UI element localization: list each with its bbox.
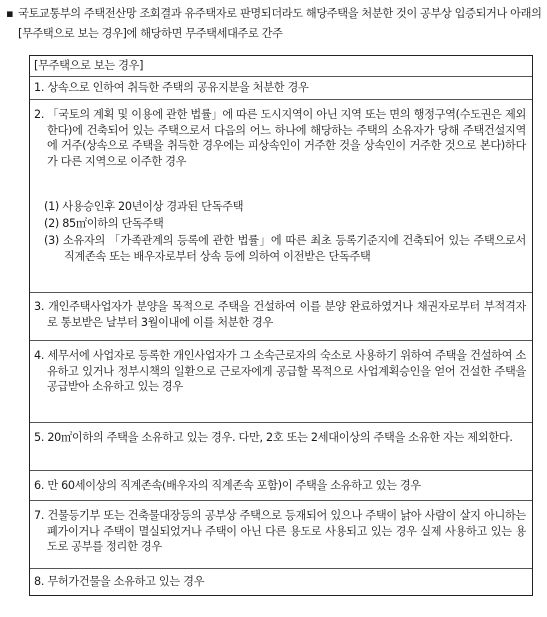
item-3: 3. 개인주택사업자가 분양을 목적으로 주택을 건설하여 이를 분양 완료하였거나 채권자로부터 부적격자로 통보받은 날부터 3월이내에 이를 처분한 경우	[34, 300, 526, 329]
item-2-sub-2: (2) 85㎡이하의 단독주택	[44, 217, 164, 230]
item-5: 5. 20㎡이하의 주택을 소유하고 있는 경우. 다만, 2호 또는 2세대이상의 주택을 소유한 자는 제외한다.	[34, 431, 513, 444]
divider	[30, 422, 532, 423]
divider	[30, 470, 532, 471]
item-4: 4. 세무서에 사업자로 등록한 개인사업자가 그 소속근로자의 숙소로 사용하기 위하여 주택을 건설하여 소유하고 있거나 정부시책의 일환으로 근로자에게 공급할 목적으로 사업계획승인을 얻어 건설한 주택을 공급받아 소유하고 있는 경우	[34, 349, 526, 394]
no-house-conditions-box	[29, 55, 533, 596]
divider	[30, 99, 532, 100]
item-2-sub-1: (1) 사용승인후 20년이상 경과된 단독주택	[44, 200, 244, 213]
intro-text: 국토교통부의 주택전산망 조회결과 유주택자로 판명되더라도 해당주택을 처분한 것이 공부상 입증되거나 아래의 [무주택으로 보는 경우]에 해당하면 무주택세대주로 간주	[18, 7, 542, 40]
item-8: 8. 무허가건물을 소유하고 있는 경우	[34, 575, 205, 588]
divider	[30, 340, 532, 341]
divider	[30, 500, 532, 501]
bullet-icon: ▪	[6, 7, 14, 20]
item-2-sub-3: (3) 소유자의 「가족관계의 등록에 관한 법률」에 따른 최초 등록기준지에 건축되어 있는 주택으로서 직계존속 또는 배우자로부터 상속 등에 의하여 이전받은 단독주택	[44, 234, 526, 263]
divider	[30, 76, 532, 77]
item-7: 7. 건물등기부 또는 건축물대장등의 공부상 주택으로 등재되어 있으나 주택이 낡아 사람이 살지 아니하는 폐가이거나 주택이 멸실되었거나 주택이 아닌 다른 용도로 사용되고 있는 경우 실제 사용하고 있는 용도로 공부를 정리한 경우	[34, 509, 526, 554]
item-1: 1. 상속으로 인하여 취득한 주택의 공유지분을 처분한 경우	[34, 81, 309, 94]
divider	[30, 292, 532, 293]
box-heading: [무주택으로 보는 경우]	[34, 59, 144, 72]
divider	[30, 568, 532, 569]
intro-paragraph	[6, 4, 542, 44]
item-6: 6. 만 60세이상의 직계존속(배우자의 직계존속 포함)이 주택을 소유하고 있는 경우	[34, 479, 421, 492]
item-2: 2. 「국토의 계획 및 이용에 관한 법률」에 따른 도시지역이 아닌 지역 또는 면의 행정구역(수도권은 제외한다)에 건축되어 있는 주택으로서 다음의 어느 하나에 해당하는 주택의 소유자가 당해 주택건설지역에 거주(상속으로 주택을 취득한 경우에는 피상속인이 거주한 것을 상속인이 거주한 것으로 본다)하다가 다른 지역으로 이주한 경우	[34, 108, 526, 168]
